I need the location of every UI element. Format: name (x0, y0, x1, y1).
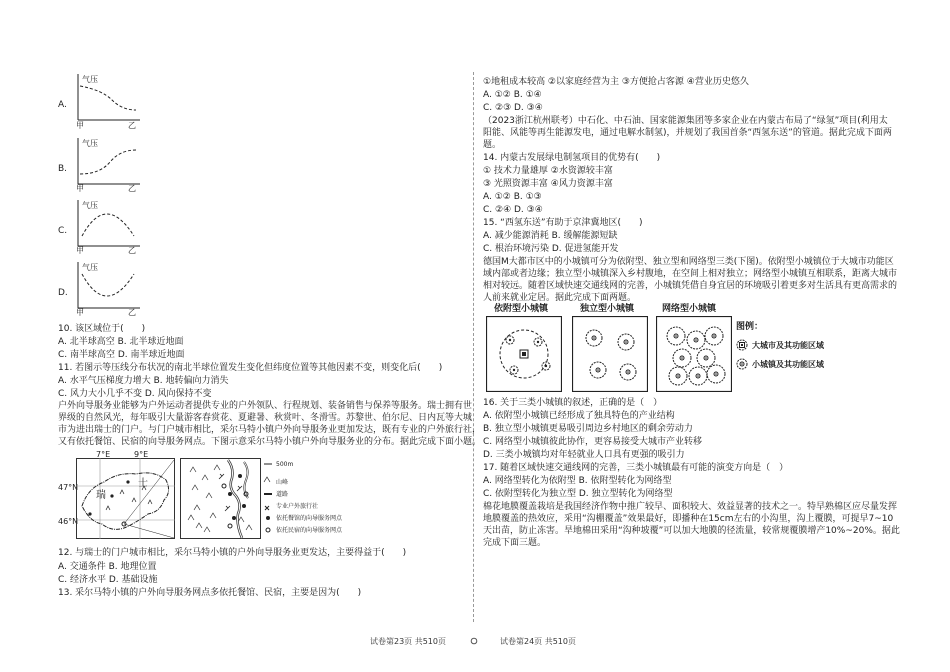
question-14-options-cd: C. ②④ D. ③④ (483, 205, 543, 215)
graph-x-start: 甲 (76, 184, 84, 193)
column-divider (473, 72, 474, 622)
passage3-line: 德国M大都市区中的小城镇可分为依附型、独立型和网络型三类(下图)。依附型小城镇位于大城市功能区 (483, 257, 894, 267)
question-16-option-c: C. 网络型小城镇彼此协作，更容易接受大城市产业转移 (483, 437, 703, 447)
passage4-line: 棉花地膜覆盖栽培是我国经济作物中推广较早、面积较大、效益显著的技术之一。特早熟棉区应尽量发挥 (483, 502, 898, 512)
question-11-stem: 11. 若图示等压线分布状况的南北半球位置发生变化但纬度位置等其他因素不变，则变化后( ) (58, 363, 443, 373)
passage4-line: 完成下面三题。 (483, 538, 547, 548)
map-lat-46n: 46°N (58, 517, 79, 526)
graph-x-start: 甲 (76, 308, 84, 317)
graph-y-label: 气压 (82, 75, 98, 84)
question-16-stem: 16. 关于三类小城镇的叙述，正确的是（ ） (483, 398, 663, 408)
diagram-legend-city: 大城市及其功能区域 (752, 341, 824, 350)
map-lon-7e: 7°E (96, 450, 111, 459)
question-10-stem: 10. 该区域位于( ) (58, 324, 146, 334)
graph-y-label: 气压 (82, 263, 98, 272)
question-13-options-ab: A. ①② B. ①④ (483, 90, 542, 100)
question-15-options-ab: A. 减少能源消耗 B. 缓解能源短缺 (483, 231, 618, 241)
graph-option-letter: B. (58, 164, 68, 174)
question-13-options-cd: C. ②③ D. ③④ (483, 103, 543, 113)
map-legend-restaurant: 依托餐馆的向导服务网点 (276, 515, 343, 522)
graph-x-end: 乙 (128, 184, 136, 193)
question-15-stem: 15. “西氢东送”有助于京津冀地区( ) (483, 218, 643, 228)
map-legend-road: 道路 (276, 491, 289, 498)
question-16-option-a: A. 依附型小城镇已经形成了独具特色的产业结构 (483, 411, 675, 421)
page-number-right: 试卷第24页 共510页 (500, 637, 576, 646)
diagram-title-network: 网络型小城镇 (662, 304, 717, 314)
page-number-left: 试卷第23页 共510页 (370, 637, 446, 646)
question-14-stem: 14. 内蒙古发展绿电制氢项目的优势有( ) (483, 153, 661, 163)
graph-option-letter: A. (58, 100, 67, 110)
map-country-char: 瑞 (96, 490, 106, 501)
diagram-legend-title: 图例： (736, 322, 764, 332)
passage3-line: 人前来就业定居。据此完成下面两题。 (483, 293, 637, 303)
map-country-char: 士 (138, 478, 148, 489)
passage4-line: 地膜覆盖的热效应，采用“沟棚覆盖”效果最好，即播种在15cm左右的小沟里，沟上覆膜，可提早7~10 (483, 514, 894, 524)
question-10-options-ab: A. 北半球高空 B. 北半球近地面 (58, 337, 184, 347)
question-12-options-ab: A. 交通条件 B. 地理位置 (58, 562, 157, 572)
switzerland-map (76, 458, 176, 540)
question-13-choices: ①地租成本较高 ②以家庭经营为主 ③方便抢占客源 ④营业历史悠久 (483, 77, 749, 87)
question-11-options-ab: A. 水平气压梯度力增大 B. 地转偏向力消失 (58, 376, 229, 386)
map-scale-label: 500m (276, 461, 294, 468)
passage3-line: 相对较远。随着区域快速交通线网的完善，小城镇凭借自身宜居的环境吸引着更多对生活具有更高需求的 (483, 281, 898, 291)
question-10-options-cd: C. 南半球高空 D. 南半球近地面 (58, 350, 185, 360)
passage2-line: 题。 (483, 140, 502, 150)
diagram-title-independent: 独立型小城镇 (580, 304, 635, 314)
graph-x-end: 乙 (128, 246, 136, 255)
passage-line: 又有依托餐馆、民宿的向导服务网点。下图示意采尔马特小镇户外向导服务业的分布。据此完成下面小题。 (58, 437, 482, 447)
question-15-options-cd: C. 根治环境污染 D. 促进氢能开发 (483, 244, 619, 254)
graph-x-end: 乙 (128, 308, 136, 317)
independent-town-panel (572, 316, 648, 392)
question-17-options-ab: A. 网络型转化为依附型 B. 依附型转化为网络型 (483, 476, 672, 486)
question-14-choices-2: ③ 光照资源丰富 ④风力资源丰富 (483, 179, 613, 189)
graph-option-letter: C. (58, 226, 68, 236)
question-14-options-ab: A. ①② B. ①③ (483, 192, 542, 202)
question-16-option-b: B. 独立型小城镇更易吸引周边乡村地区的剩余劳动力 (483, 424, 693, 434)
map-legend-peak: 山峰 (276, 479, 289, 486)
network-town-panel (656, 316, 732, 392)
graph-y-label: 气压 (82, 201, 98, 210)
map-legend-inn: 依托民宿的向导服务网点 (276, 527, 343, 534)
question-13-stem: 13. 采尔马特小镇的户外向导服务网点多依托餐馆、民宿，主要是因为( ) (58, 588, 362, 598)
graph-x-start: 甲 (76, 121, 84, 130)
question-16-option-d: D. 三类小城镇均对年轻就业人口具有更强的吸引力 (483, 450, 685, 460)
graph-option-letter: D. (58, 288, 68, 298)
map-legend-symbols (262, 458, 274, 540)
graph-x-start: 甲 (76, 246, 84, 255)
passage2-line: （2023浙江杭州联考）中石化、中石油、国家能源集团等多家企业在内蒙古布局了“绿氢”项目(利用太 (483, 116, 888, 126)
diagram-legend-town: 小城镇及其功能区域 (752, 360, 824, 369)
diagram-title-dependent: 依附型小城镇 (494, 304, 549, 314)
question-11-options-cd: C. 风力大小几乎不变 D. 风向保持不变 (58, 389, 212, 399)
map-lon-9e: 9°E (134, 450, 149, 459)
graph-y-label: 气压 (82, 139, 98, 148)
passage-line: 界级的自然风光，每年吸引大量游客春赏花、夏避暑、秋赏叶、冬滑雪。苏黎世、伯尔尼、日内瓦等大城 (58, 413, 473, 423)
passage4-line: 天出苗，防止冻害。旱地棉田采用“沟种坡覆”可以加大地膜的径流量，较常规覆膜增产10%~20%。据此 (483, 526, 900, 536)
passage-line: 户外向导服务业能够为户外运动者提供专业的户外领队、行程规划、装备销售与保养等服务。瑞士拥有世 (58, 401, 473, 411)
map-lat-47n: 47°N (58, 483, 79, 492)
passage-line: 市为进出瑞士的门户。与门户城市相比，采尔马特小镇户外向导服务业更加发达，既有专业的户外旅行社， (58, 425, 482, 435)
question-12-stem: 12. 与瑞士的门户城市相比，采尔马特小镇的户外向导服务业更发达，主要得益于( ) (58, 548, 407, 558)
question-14-choices-1: ① 技术力量雄厚 ②水资源较丰富 (483, 166, 613, 176)
graph-x-end: 乙 (128, 121, 136, 130)
passage3-line: 域内部或者边缘；独立型小城镇深入乡村腹地，在空间上相对独立；网络型小城镇互相联系，距离大城市 (483, 269, 898, 279)
binding-circle-icon (470, 637, 478, 645)
passage2-line: 阳能、风能等再生能源发电，通过电解水制氢)，并规划了我国首条“西氢东送”的管道。据此完成下面两 (483, 128, 892, 138)
map-legend-agency: 专业户外旅行社 (276, 503, 319, 510)
zermatt-detail-map (180, 458, 262, 540)
question-12-options-cd: C. 经济水平 D. 基础设施 (58, 575, 158, 585)
diagram-legend-symbols (736, 338, 750, 372)
dependent-town-panel (486, 316, 562, 392)
question-17-stem: 17. 随着区域快速交通线网的完善，三类小城镇最有可能的演变方向是（ ） (483, 463, 789, 473)
question-17-options-cd: C. 依附型转化为独立型 D. 独立型转化为网络型 (483, 489, 673, 499)
